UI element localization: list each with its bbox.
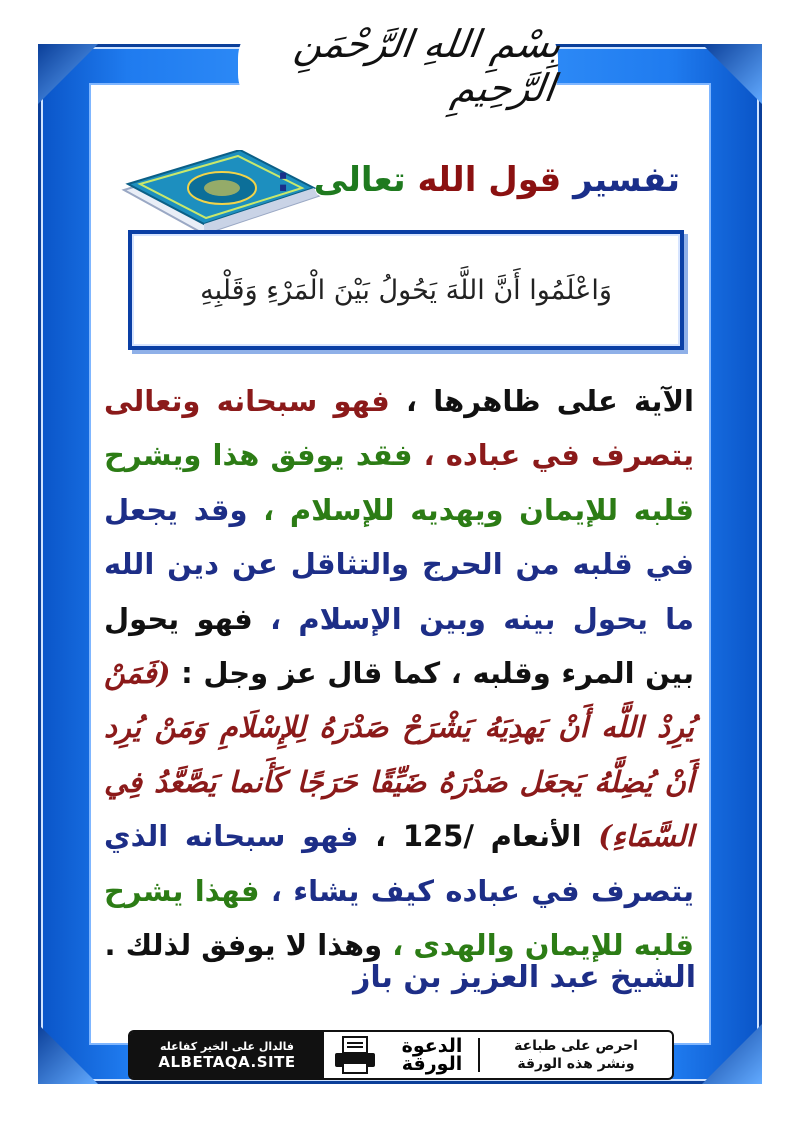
commentary-sentence: الآية على ظاهرها ، — [405, 384, 694, 418]
site-url[interactable]: ALBETAQA.SITE — [158, 1052, 296, 1071]
printer-icon — [324, 1032, 386, 1078]
commentary-sentence: فهو سبحانه وتعالى يتصرف في عباده ، — [104, 384, 695, 473]
heading-word-tafsir: تفسير — [573, 160, 680, 200]
logo-line: الورقة — [401, 1053, 463, 1075]
basmala-banner — [238, 18, 565, 114]
author-name: الشيخ عبد العزيز بن باز — [353, 960, 696, 995]
frame-corner-ornament — [702, 1024, 762, 1084]
commentary-sentence: فهو سبحانه الذي يتصرف في عباده كيف يشاء ، — [104, 819, 694, 908]
footer-bar — [128, 1030, 674, 1080]
commentary-sentence: فهو يحول بين المرء وقلبه ، كما قال عز وجل : — [104, 601, 694, 691]
dawah-logo — [386, 1032, 478, 1078]
frame-corner-ornament — [702, 44, 762, 104]
print-note-line: ونشر هذه الورقة — [517, 1056, 635, 1072]
logo-line: الدعوة — [401, 1035, 463, 1057]
heading-word-qawl: قول الله — [417, 160, 562, 200]
quran-quote: (فَمَنْ يُرِدْ اللَّه أَنْ يَهدِيَهُ يَشْرَحْ صَدْرَهُ لِلإِسْلَامِ وَمَنْ يُرِد أَنْ يُضِلَّهُ يَجعَل صَدْرَهُ ضَيِّقًا حَرَجًا كَأَنما يَصَّعَّدُ فِي السَّمَاءِ) — [104, 656, 694, 854]
verse-box — [128, 230, 684, 350]
heading-word-taala: تعالى — [313, 160, 406, 200]
commentary-sentence: وقد يجعل في قلبه من الحرج والتثاقل عن دين الله ما يحول بينه وبين الإسلام ، — [104, 492, 694, 636]
basmala-calligraphy: بِسْمِ اللهِ الرَّحْمَنِ الرَّحِيمِ — [291, 22, 565, 110]
print-note-line: احرص على طباعة — [514, 1038, 638, 1054]
page-heading — [276, 160, 680, 200]
quran-verse: وَاعْلَمُوا أَنَّ اللَّهَ يَحُولُ بَيْنَ الْمَرْءِ وَقَلْبِهِ — [200, 274, 612, 306]
site-badge[interactable] — [130, 1032, 324, 1078]
commentary-text — [104, 374, 694, 972]
surah-reference: الأنعام /125 ، — [375, 819, 582, 854]
commentary-sentence: فهذا يشرح قلبه للإيمان والهدى ، — [104, 873, 694, 963]
commentary-sentence: وهذا لا يوفق لذلك . — [104, 928, 383, 963]
commentary-sentence: فقد يوفق هذا ويشرح قلبه للإيمان ويهديه للإسلام ، — [104, 438, 694, 527]
heading-colon: : — [276, 160, 290, 200]
site-slogan: فالدال على الخير كفاعله — [159, 1039, 295, 1053]
print-note — [480, 1032, 672, 1078]
